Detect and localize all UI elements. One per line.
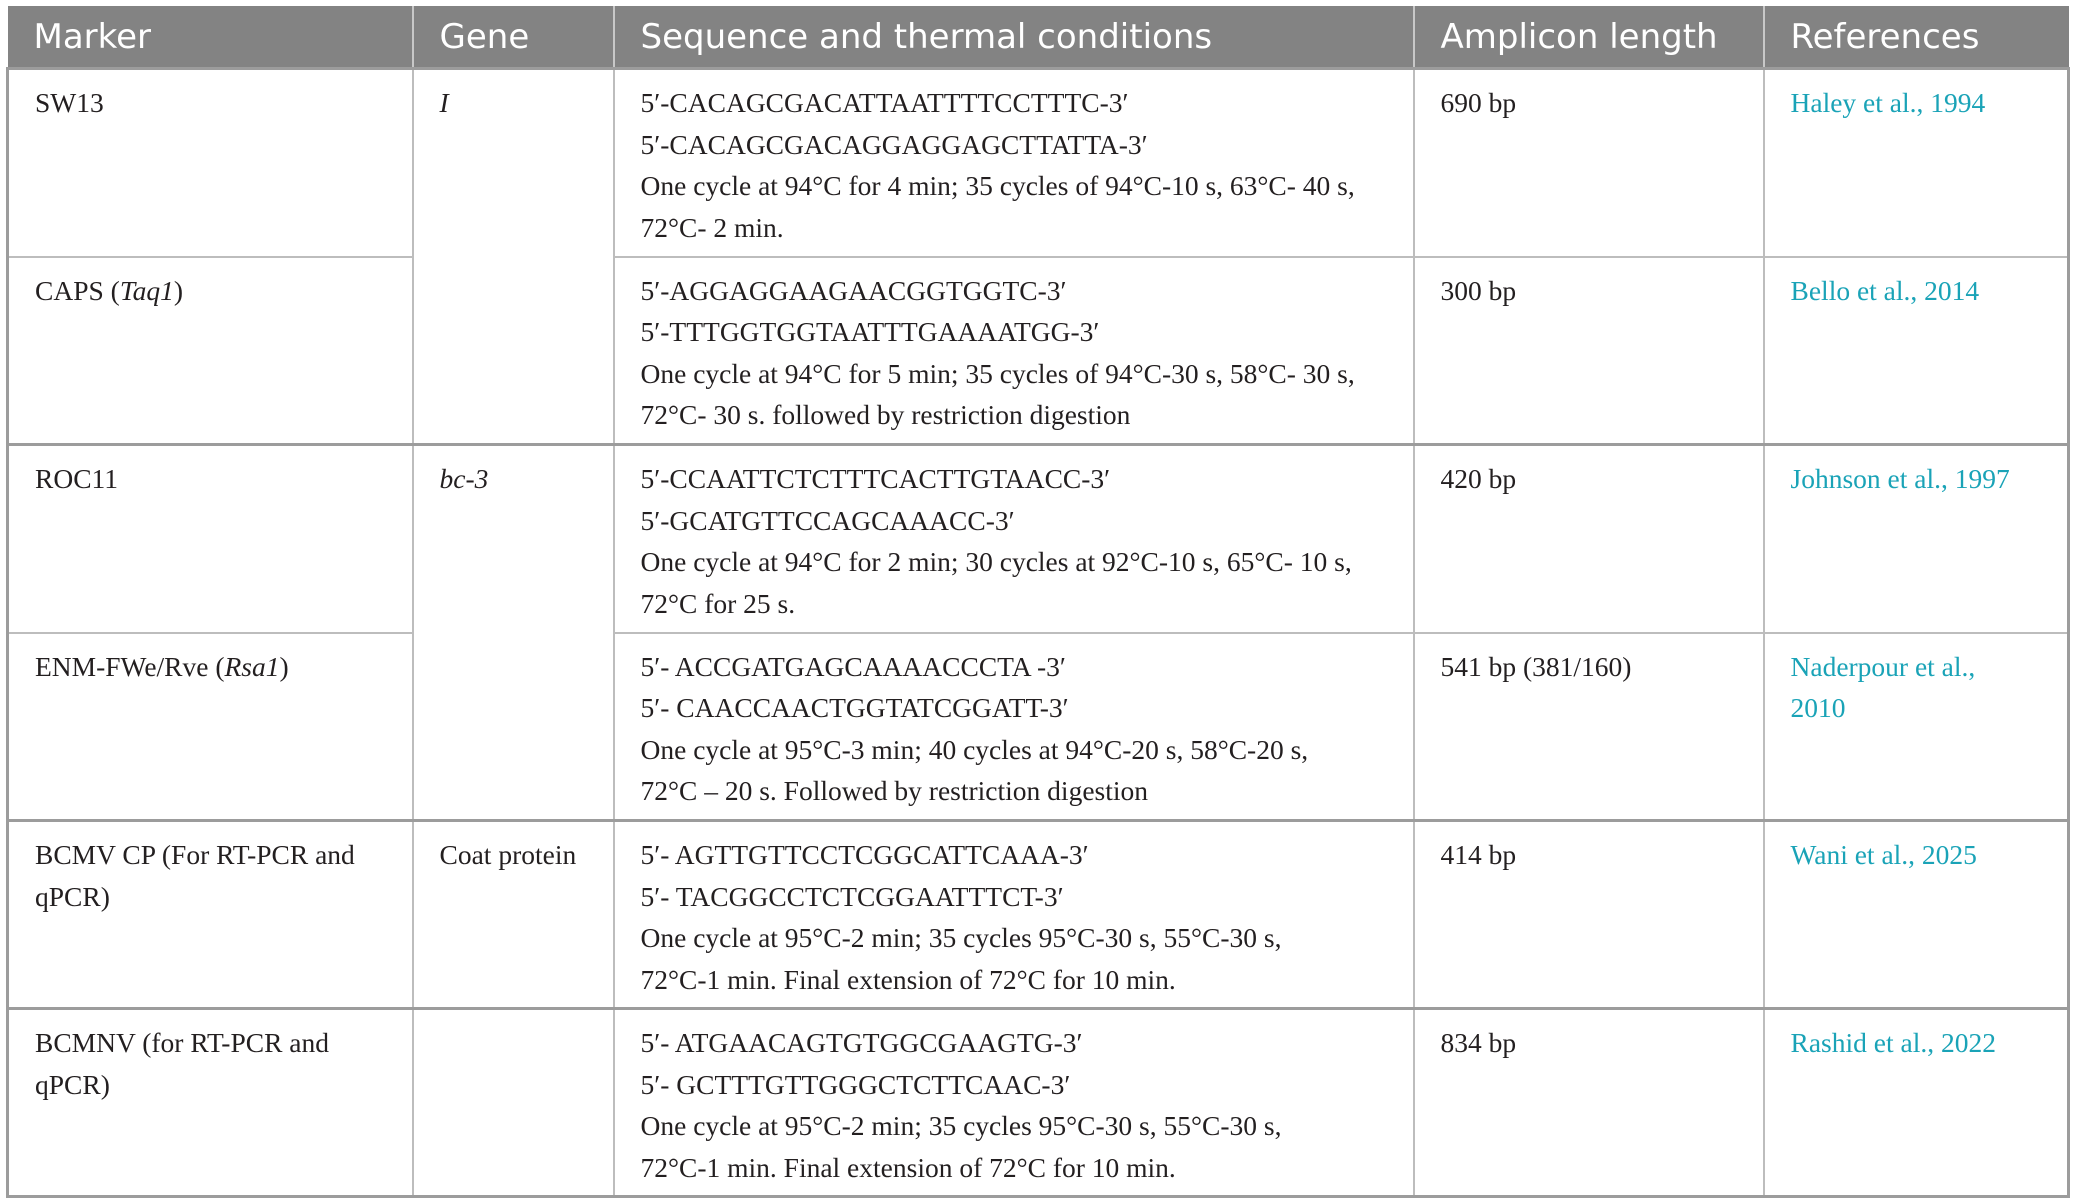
marker-cell xyxy=(8,257,413,445)
reference-cell xyxy=(1764,1009,2069,1197)
thermal-conditions-line-2: 72°C – 20 s. Followed by restriction digestion xyxy=(640,775,1149,806)
marker-name-line-2: qPCR) xyxy=(35,880,110,912)
marker-cell xyxy=(8,633,413,821)
gene-cell xyxy=(413,445,614,633)
marker-name: ROC11 xyxy=(35,463,119,494)
thermal-conditions-line-1: One cycle at 95°C-3 min; 40 cycles at 94°C-20 s, 58°C-20 s, xyxy=(640,733,1309,765)
thermal-conditions-line-1: One cycle at 95°C-2 min; 35 cycles 95°C-30 s, 55°C-30 s, xyxy=(640,1110,1282,1141)
amplicon-cell: 414 bp xyxy=(1414,821,1764,1009)
sequence-cell xyxy=(614,257,1414,445)
gene-name: I xyxy=(439,87,449,118)
table-row xyxy=(8,257,2069,445)
thermal-conditions-line-2: 72°C- 30 s. followed by restriction digestion xyxy=(640,399,1131,430)
sequence-cell xyxy=(614,633,1414,821)
reverse-primer: 5′- CAACCAACTGGTATCGGATT-3′ xyxy=(640,692,1069,723)
reference-year-link[interactable]: 1997 xyxy=(1954,463,2010,494)
sequence-cell xyxy=(614,445,1414,633)
marker-name: BCMNV (for RT-PCR and xyxy=(35,1027,330,1058)
reference-author-link[interactable]: Bello et al., xyxy=(1790,274,1918,306)
reference-author-link[interactable]: Rashid et al., xyxy=(1790,1027,1935,1058)
thermal-conditions-line-1: One cycle at 94°C for 4 min; 35 cycles of 94°C-10 s, 63°C- 40 s, xyxy=(640,170,1355,201)
reference-author-link[interactable]: Johnson et al., xyxy=(1790,463,1948,494)
amplicon-cell: 834 bp xyxy=(1414,1009,1764,1197)
amplicon-cell: 690 bp xyxy=(1414,69,1764,257)
reference-year-link[interactable]: 2010 xyxy=(1790,692,1846,723)
table-row xyxy=(8,633,2069,821)
reference-author-link[interactable]: Naderpour et al., xyxy=(1790,650,1976,682)
forward-primer: 5′- ATGAACAGTGTGGCGAAGTG-3′ xyxy=(640,1027,1083,1058)
sequence-cell xyxy=(614,1009,1414,1197)
marker-suffix: ) xyxy=(279,650,289,682)
reverse-primer: 5′- GCTTTGTTGGGCTCTTCAAC-3′ xyxy=(640,1068,1071,1100)
header-references: References xyxy=(1764,6,2069,69)
header-gene: Gene xyxy=(413,6,614,69)
thermal-conditions-line-2: 72°C- 2 min. xyxy=(640,211,784,243)
header-sequence: Sequence and thermal conditions xyxy=(614,6,1414,69)
reference-year-link[interactable]: 2022 xyxy=(1940,1027,1996,1058)
marker-name: BCMV CP (For RT-PCR and xyxy=(35,839,355,870)
thermal-conditions-line-1: One cycle at 94°C for 2 min; 30 cycles at 92°C-10 s, 65°C- 10 s, xyxy=(640,546,1352,577)
sequence-cell xyxy=(614,69,1414,257)
header-amplicon: Amplicon length xyxy=(1414,6,1764,69)
reference-author-link[interactable]: Wani et al., xyxy=(1790,839,1916,870)
gene-name: bc-3 xyxy=(439,463,489,494)
forward-primer: 5′-AGGAGGAAGAACGGTGGTC-3′ xyxy=(640,274,1067,306)
table-row xyxy=(8,821,2069,1009)
marker-cell xyxy=(8,445,413,633)
reference-cell xyxy=(1764,257,2069,445)
gene-cell xyxy=(413,257,614,445)
table-row xyxy=(8,69,2069,257)
thermal-conditions-line-1: One cycle at 95°C-2 min; 35 cycles 95°C-30 s, 55°C-30 s, xyxy=(640,922,1282,953)
gene-name: Coat protein xyxy=(439,839,577,870)
sequence-cell xyxy=(614,821,1414,1009)
forward-primer: 5′-CACAGCGACATTAATTTTCCTTTC-3′ xyxy=(640,87,1129,118)
amplicon-cell: 541 bp (381/160) xyxy=(1414,633,1764,821)
gene-cell xyxy=(413,821,614,1009)
header-row xyxy=(8,6,2069,69)
reference-year-link[interactable]: 1994 xyxy=(1930,87,1986,118)
marker-cell xyxy=(8,69,413,257)
reference-cell xyxy=(1764,445,2069,633)
reverse-primer: 5′-CACAGCGACAGGAGGAGCTTATTA-3′ xyxy=(640,128,1148,160)
reverse-primer: 5′-TTTGGTGGTAATTTGAAAATGG-3′ xyxy=(640,316,1100,347)
reference-cell xyxy=(1764,633,2069,821)
table-row xyxy=(8,445,2069,633)
reverse-primer: 5′- TACGGCCTCTCGGAATTTCT-3′ xyxy=(640,880,1064,912)
thermal-conditions-line-2: 72°C-1 min. Final extension of 72°C for 10 min. xyxy=(640,963,1176,995)
marker-name: SW13 xyxy=(35,87,104,118)
amplicon-cell: 300 bp xyxy=(1414,257,1764,445)
marker-cell xyxy=(8,1009,413,1197)
header-marker: Marker xyxy=(8,6,413,69)
marker-suffix: ) xyxy=(173,274,184,306)
primer-table xyxy=(6,6,2070,1198)
table-row xyxy=(8,1009,2069,1197)
gene-cell xyxy=(413,1009,614,1197)
marker-enzyme: Rsa1 xyxy=(224,650,280,682)
reference-year-link[interactable]: 2014 xyxy=(1924,274,1980,306)
marker-name: CAPS ( xyxy=(35,274,120,306)
thermal-conditions-line-2: 72°C for 25 s. xyxy=(640,587,796,619)
marker-cell xyxy=(8,821,413,1009)
reference-cell xyxy=(1764,69,2069,257)
marker-enzyme: Taq1 xyxy=(119,274,174,306)
amplicon-cell: 420 bp xyxy=(1414,445,1764,633)
reference-author-link[interactable]: Haley et al., xyxy=(1790,87,1924,118)
marker-name-line-2: qPCR) xyxy=(35,1068,110,1100)
forward-primer: 5′-CCAATTCTCTTTCACTTGTAACC-3′ xyxy=(640,463,1111,494)
gene-cell xyxy=(413,633,614,821)
reverse-primer: 5′-GCATGTTCCAGCAAACC-3′ xyxy=(640,504,1015,536)
forward-primer: 5′- ACCGATGAGCAAAACCCTA -3′ xyxy=(640,650,1066,682)
thermal-conditions-line-2: 72°C-1 min. Final extension of 72°C for 10 min. xyxy=(640,1151,1176,1183)
reference-year-link[interactable]: 2025 xyxy=(1921,839,1977,870)
reference-cell xyxy=(1764,821,2069,1009)
marker-name: ENM-FWe/Rve ( xyxy=(35,650,225,682)
gene-cell xyxy=(413,69,614,257)
thermal-conditions-line-1: One cycle at 94°C for 5 min; 35 cycles of 94°C-30 s, 58°C- 30 s, xyxy=(640,357,1355,389)
forward-primer: 5′- AGTTGTTCCTCGGCATTCAAA-3′ xyxy=(640,839,1089,870)
